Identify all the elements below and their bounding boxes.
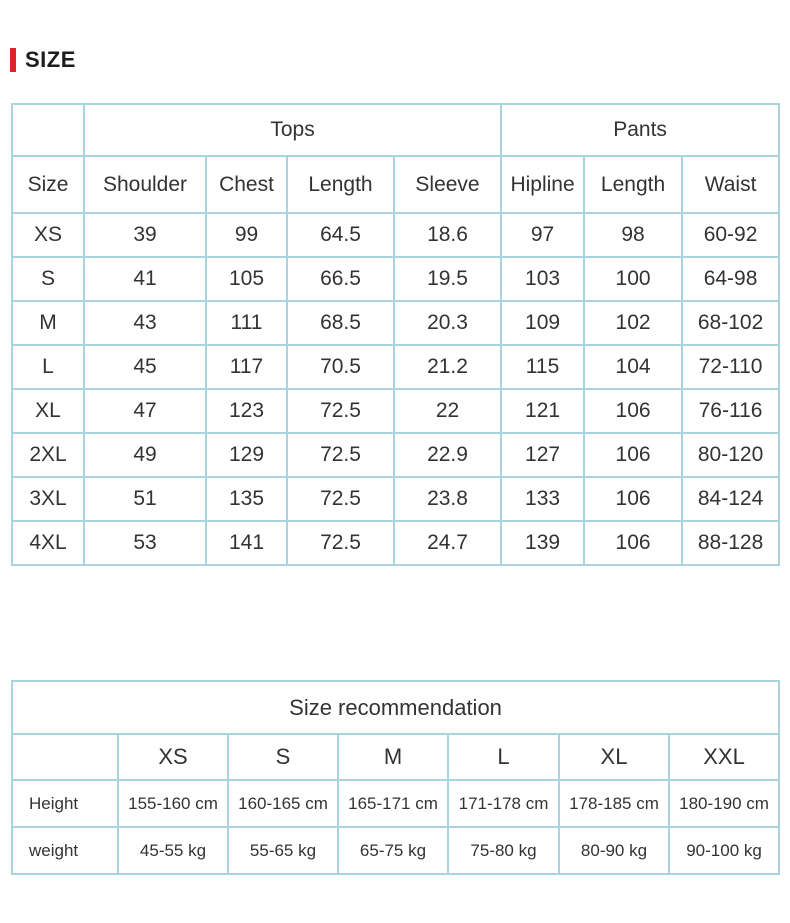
column-header: Sleeve — [394, 156, 501, 213]
table-cell: 127 — [501, 433, 584, 477]
table-cell: 129 — [206, 433, 287, 477]
table-row — [12, 477, 779, 521]
table-cell: 72.5 — [287, 389, 394, 433]
table-cell: 111 — [206, 301, 287, 345]
table-cell: 106 — [584, 477, 682, 521]
table-cell: 68.5 — [287, 301, 394, 345]
table-cell: 133 — [501, 477, 584, 521]
table-row — [12, 301, 779, 345]
height-range-cell: 180-190 cm — [669, 780, 779, 827]
size-label-cell: M — [12, 301, 84, 345]
size-label-cell: XS — [12, 213, 84, 257]
title-accent-bar — [10, 48, 16, 72]
size-chart-table — [11, 103, 780, 566]
column-header: Waist — [682, 156, 779, 213]
tops-group-header: Tops — [84, 104, 501, 156]
weight-range-cell: 90-100 kg — [669, 827, 779, 874]
table-row — [12, 213, 779, 257]
table-cell: 99 — [206, 213, 287, 257]
recommendation-title-row — [12, 681, 779, 734]
table-cell: 72.5 — [287, 477, 394, 521]
size-label-cell: 4XL — [12, 521, 84, 565]
table-cell: 45 — [84, 345, 206, 389]
table-cell: 47 — [84, 389, 206, 433]
table-row — [12, 433, 779, 477]
size-recommendation-table — [11, 680, 780, 875]
table-cell: 41 — [84, 257, 206, 301]
table-cell: 39 — [84, 213, 206, 257]
table-cell: 139 — [501, 521, 584, 565]
height-range-cell: 171-178 cm — [448, 780, 559, 827]
title-text: SIZE — [25, 47, 76, 72]
table-cell: 23.8 — [394, 477, 501, 521]
table-cell: 105 — [206, 257, 287, 301]
recommendation-size-header: XXL — [669, 734, 779, 780]
table-cell: 141 — [206, 521, 287, 565]
size-label-cell: 2XL — [12, 433, 84, 477]
table-cell: 106 — [584, 389, 682, 433]
table-cell: 18.6 — [394, 213, 501, 257]
table-cell: 22 — [394, 389, 501, 433]
table-cell: 104 — [584, 345, 682, 389]
size-table-body — [12, 213, 779, 565]
weight-range-cell: 45-55 kg — [118, 827, 228, 874]
empty-corner-cell — [12, 734, 118, 780]
table-cell: 64-98 — [682, 257, 779, 301]
weight-label: weight — [12, 827, 118, 874]
table-row — [12, 521, 779, 565]
column-header: Length — [584, 156, 682, 213]
table-cell: 98 — [584, 213, 682, 257]
table-cell: 109 — [501, 301, 584, 345]
table-cell: 72.5 — [287, 521, 394, 565]
table-cell: 115 — [501, 345, 584, 389]
recommendation-size-header: S — [228, 734, 338, 780]
table-row — [12, 345, 779, 389]
table-cell: 135 — [206, 477, 287, 521]
table-row — [12, 389, 779, 433]
table-cell: 49 — [84, 433, 206, 477]
height-range-cell: 155-160 cm — [118, 780, 228, 827]
column-header: Hipline — [501, 156, 584, 213]
weight-range-cell: 75-80 kg — [448, 827, 559, 874]
recommendation-weight-row — [12, 827, 779, 874]
recommendation-size-header: XL — [559, 734, 669, 780]
table-cell: 72-110 — [682, 345, 779, 389]
table-cell: 51 — [84, 477, 206, 521]
pants-group-header: Pants — [501, 104, 779, 156]
table-cell: 68-102 — [682, 301, 779, 345]
table-cell: 21.2 — [394, 345, 501, 389]
recommendation-size-header: M — [338, 734, 448, 780]
table-cell: 66.5 — [287, 257, 394, 301]
table-cell: 64.5 — [287, 213, 394, 257]
height-range-cell: 165-171 cm — [338, 780, 448, 827]
group-header-row — [12, 104, 779, 156]
table-cell: 123 — [206, 389, 287, 433]
recommendation-size-row — [12, 734, 779, 780]
weight-range-cell: 65-75 kg — [338, 827, 448, 874]
table-cell: 97 — [501, 213, 584, 257]
table-cell: 103 — [501, 257, 584, 301]
height-range-cell: 178-185 cm — [559, 780, 669, 827]
table-cell: 72.5 — [287, 433, 394, 477]
table-cell: 106 — [584, 521, 682, 565]
table-cell: 24.7 — [394, 521, 501, 565]
table-cell: 43 — [84, 301, 206, 345]
column-header: Shoulder — [84, 156, 206, 213]
column-header: Chest — [206, 156, 287, 213]
table-cell: 121 — [501, 389, 584, 433]
table-cell: 60-92 — [682, 213, 779, 257]
table-cell: 100 — [584, 257, 682, 301]
table-cell: 117 — [206, 345, 287, 389]
table-cell: 70.5 — [287, 345, 394, 389]
recommendation-size-header: L — [448, 734, 559, 780]
table-cell: 76-116 — [682, 389, 779, 433]
column-header-row — [12, 156, 779, 213]
table-cell: 84-124 — [682, 477, 779, 521]
table-cell: 106 — [584, 433, 682, 477]
column-header: Size — [12, 156, 84, 213]
section-title — [10, 47, 76, 73]
height-label: Height — [12, 780, 118, 827]
weight-range-cell: 55-65 kg — [228, 827, 338, 874]
table-cell: 22.9 — [394, 433, 501, 477]
table-cell: 102 — [584, 301, 682, 345]
weight-range-cell: 80-90 kg — [559, 827, 669, 874]
column-header: Length — [287, 156, 394, 213]
size-label-cell: 3XL — [12, 477, 84, 521]
table-cell: 80-120 — [682, 433, 779, 477]
size-label-cell: XL — [12, 389, 84, 433]
height-range-cell: 160-165 cm — [228, 780, 338, 827]
recommendation-height-row — [12, 780, 779, 827]
empty-corner-cell — [12, 104, 84, 156]
size-label-cell: S — [12, 257, 84, 301]
table-cell: 53 — [84, 521, 206, 565]
table-cell: 19.5 — [394, 257, 501, 301]
table-cell: 20.3 — [394, 301, 501, 345]
table-cell: 88-128 — [682, 521, 779, 565]
table-row — [12, 257, 779, 301]
size-label-cell: L — [12, 345, 84, 389]
recommendation-title: Size recommendation — [12, 681, 779, 734]
recommendation-size-header: XS — [118, 734, 228, 780]
